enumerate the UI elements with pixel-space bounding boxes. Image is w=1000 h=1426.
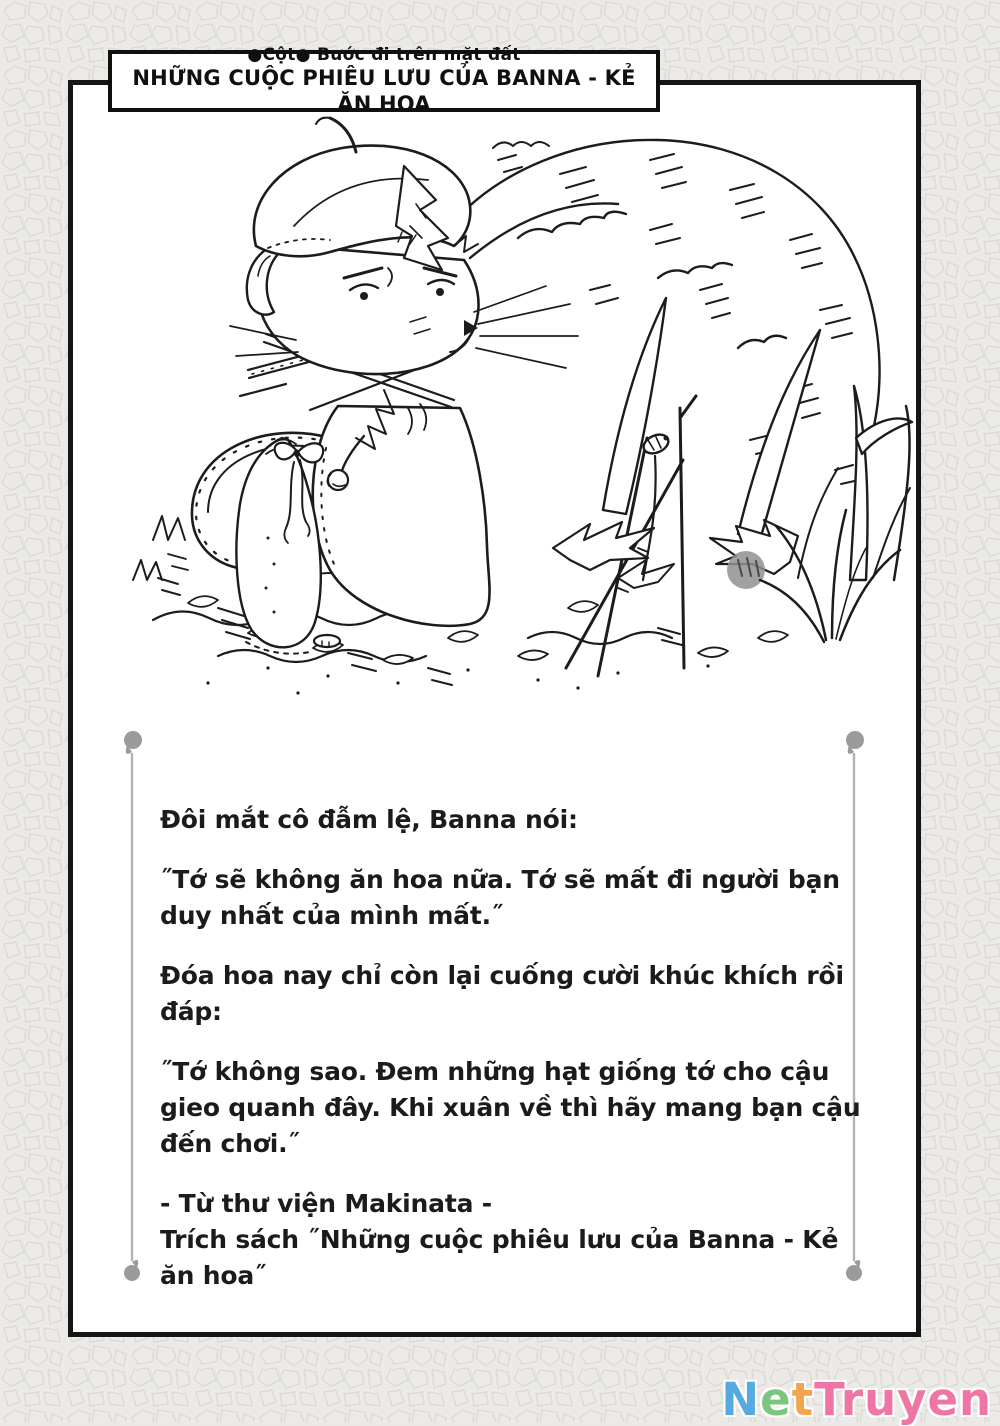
excerpt-credit-book: Trích sách ˝Những cuộc phiêu lưu của Banna - Kẻ ăn hoa˝ bbox=[160, 1225, 839, 1290]
excerpt-line-narration-1: Đôi mắt cô đẫm lệ, Banna nói: bbox=[160, 805, 578, 834]
excerpt-dialogue-banna: ˝Tớ sẽ không ăn hoa nữa. Tớ sẽ mất đi người bạn duy nhất của mình mất.˝ bbox=[160, 865, 840, 930]
column-kicker: ●Cột● Bước đi trên mặt đất bbox=[247, 44, 521, 65]
watermark-letter-t: t bbox=[791, 1373, 815, 1426]
story-excerpt bbox=[160, 802, 866, 1294]
excerpt-line-narration-2: Đóa hoa nay chỉ còn lại cuống cười khúc khích rồi đáp: bbox=[160, 961, 844, 1026]
excerpt-dialogue-flower: ˝Tớ không sao. Đem những hạt giống tớ cho cậu gieo quanh đây. Khi xuân về thì hãy mang bạn cậu đến chơi.˝ bbox=[160, 1057, 861, 1158]
nettruyen-watermark bbox=[721, 1373, 992, 1426]
watermark-letter-e: e bbox=[760, 1373, 792, 1426]
column-header-box bbox=[108, 44, 660, 117]
watermark-letter-n: N bbox=[721, 1373, 761, 1426]
quote-pin-left bbox=[117, 727, 149, 1291]
watermark-truyen: Truyen bbox=[814, 1373, 992, 1426]
column-title: NHỮNG CUỘC PHIÊU LƯU CỦA BANNA - KẺ ĂN HOA bbox=[132, 65, 636, 117]
excerpt-credit-library: - Từ thư viện Makinata - bbox=[160, 1189, 492, 1218]
banna-mouse-illustration bbox=[98, 108, 916, 708]
